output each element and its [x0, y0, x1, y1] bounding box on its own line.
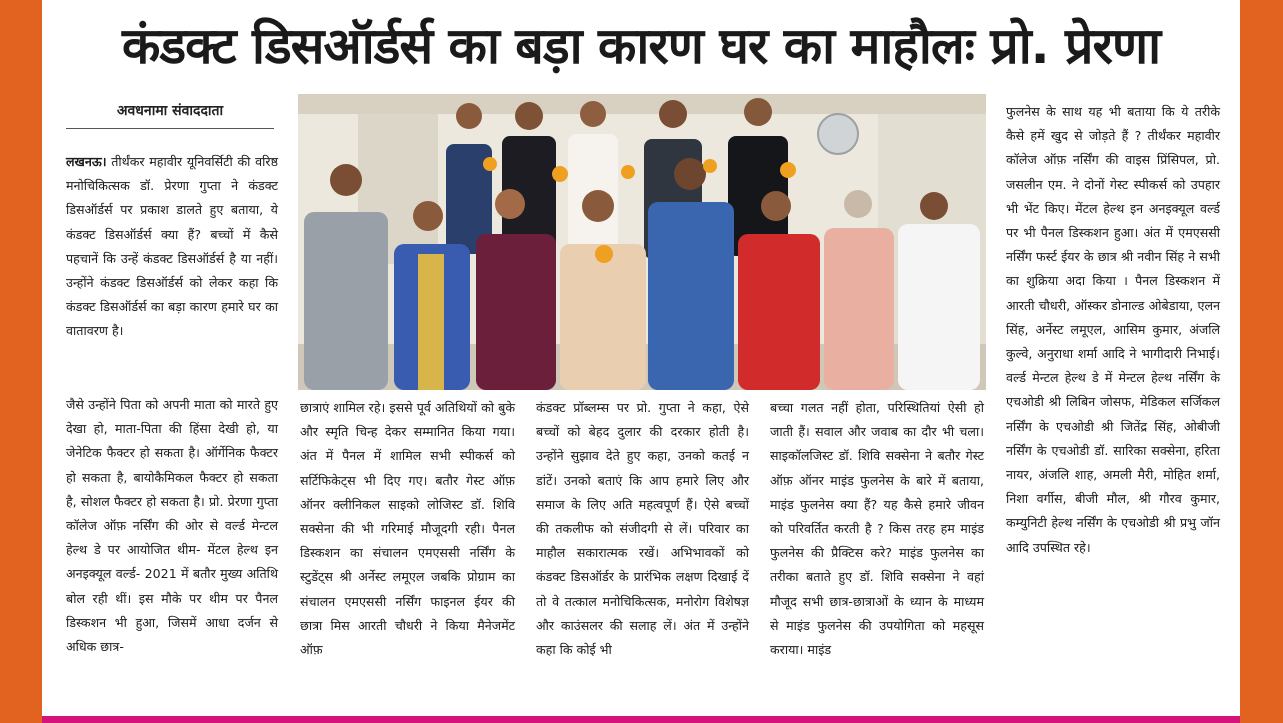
paragraph: छात्राएं शामिल रहे। इससे पूर्व अतिथियों को बुके और स्मृति चिन्ह देकर सम्मानित किया गया। अंत में पैनल में शामिल सभी स्पीकर्स को सर्टिफिकेट्स भी दिए गए। बतौर गेस्ट ऑफ़ ऑनर क्लीनिकल साइको लोजिस्ट डॉ. शिवि सक्सेना की भी गरिमाई मौजूदगी रही। पैनल डिस्कशन का संचालन एमएससी नर्सिंग के स्टुडेंट्स श्री अर्नेस्ट लमूएल जबकि प्रोग्राम का संचालन एमएससी नर्सिंग फाइनल ईयर की छात्रा मिस आरती चौधरी ने किया मैनेजमेंट ऑफ़	[300, 400, 515, 658]
column-1-top	[66, 150, 278, 344]
lead-text: तीर्थंकर महावीर यूनिवर्सिटी की वरिष्ठ मनोचिकित्सक डॉ. प्रेरणा गुप्ता ने कंडक्ट डिसऑर्डर्स पर प्रकाश डालते हुए बताया, ये कंडक्ट डिसऑर्डर्स क्या हैं? बच्चों में कैसे पहचानें कि उन्हें कंडक्ट डिसऑर्डर्स है या नहीं। उन्होंने कंडक्ट डिसऑर्डर्स को लेकर कहा कि कंडक्ट डिसऑर्डर्स का बड़ा कारण हमारे घर का वातावरण है।	[66, 154, 278, 339]
dateline: लखनऊ।	[66, 154, 107, 169]
bottom-strip	[42, 716, 1240, 723]
group-photo	[298, 94, 986, 390]
group-photo-illustration	[298, 94, 986, 390]
paragraph: जैसे उन्होंने पिता को अपनी माता को मारते हुए देखा हो, माता-पिता की हिंसा देखी हो, या जेनेटिक फैक्टर हो सकता है। ऑर्गेनिक फैक्टर हो सकता है, बायोकैमिकल फैक्टर हो सकता है, सोशल फैक्टर हो सकता है। प्रो. प्रेरणा गुप्ता कॉलेज ऑफ़ नर्सिंग की ओर से वर्ल्ड मेन्टल हेल्थ डे पर आयोजित थीम- मेंटल हेल्थ इन अनइक्यूल वर्ल्ड- 2021 में बतौर मुख्य अतिथि बोल रही थीं। इस मौके पर थीम पर पैनल डिस्कशन भी हुआ, जिसमें आधा दर्जन से अधिक छात्र-	[66, 397, 278, 655]
column-3	[536, 396, 749, 662]
paragraph: बच्चा गलत नहीं होता, परिस्थितियां ऐसी हो जाती हैं। सवाल और जवाब का दौर भी चला। साइकॉलजिस्ट डॉ. शिवि सक्सेना ने बतौर गेस्ट ऑफ़ ऑनर माइंड फुलनेस के बारे में बताया, माइंड फुलनेस क्या हैं? यह कैसे हमारे जीवन को परिवर्तित करती है ? किस तरह हम माइंड फुलनेस की प्रैक्टिस करे? माइंड फुलनेस का तरीका बताते हुए डॉ. शिवि सक्सेना ने वहां मौजूद सभी छात्र-छात्राओं के ध्यान के माध्यम से माइंड फुलनेस की उपयोगिता को महसूस कराया। माइंड	[770, 400, 984, 658]
newspaper-page	[42, 0, 1240, 716]
lead-paragraph	[66, 150, 278, 344]
paragraph: कंडक्ट प्रॉब्लम्स पर प्रो. गुप्ता ने कहा, ऐसे बच्चों को बेहद दुलार की दरकार होती है। उन्होंने सुझाव देते हुए कहा, उनको कतई न डांटें। उनको बताएं कि आप हमारे लिए और समाज के लिए अति महत्वपूर्ण हैं। ऐसे बच्चों की तकलीफ को संजीदगी से लें। परिवार का माहौल सकारात्मक रखें। अभिभावकों को कंडक्ट डिसऑर्डर के प्रारंभिक लक्षण दिखाई दें तो वे तत्काल मनोचिकित्सक, मनोरोग विशेषज्ञ और काउंसलर की सलाह लें। अंत में उन्होंने कहा कि कोई भी	[536, 400, 749, 658]
column-2	[300, 396, 515, 662]
wall-fan-icon	[818, 114, 858, 154]
column-4	[770, 396, 984, 662]
column-1-bottom	[66, 393, 278, 659]
paragraph: फुलनेस के साथ यह भी बताया कि ये तरीके कैसे हमें खुद से जोड़ते हैं ? तीर्थंकर महावीर कॉलेज ऑफ़ नर्सिंग की वाइस प्रिंसिपल, प्रो. जसलीन एम. ने दोनों गेस्ट स्पीकर्स को उपहार भी भेंट किए। मेंटल हेल्थ इन अनइक्यूल वर्ल्ड पर भी पैनल डिस्कशन हुआ। अंत में एमएससी नर्सिंग फर्स्ट ईयर के छात्र श्री नवीन सिंह ने सभी का शुक्रिया अदा किया । पैनल डिस्कशन में आरती चौधरी, ऑस्कर डोनाल्ड ओबेडाया, एलन सिंह, अर्नेस्ट लमूएल, आसिम कुमार, अंजलि कुल्वे, अनुराधा शर्मा आदि ने भागीदारी निभाई। वर्ल्ड मेन्टल हेल्थ डे में मेन्टल हेल्थ नर्सिंग के एचओडी श्री लिबिन जोसफ, मेडिकल सर्जिकल नर्सिंग के एचओडी श्री जितेंद्र सिंह, ओबीजी नर्सिंग के एचओडी डॉ. सारिका सक्सेना, हरिता नायर, अंजलि शाह, अमली मैरी, मोहित शर्मा, निशा वर्गीस, बीजी मौल, श्री गौरव कुमार, कम्युनिटी हेल्थ नर्सिंग के एचओडी श्री प्रभु जॉन आदि उपस्थित रहे।	[1006, 104, 1220, 555]
column-5	[1006, 100, 1220, 560]
byline: अवधनामा संवाददाता	[66, 101, 274, 129]
headline: कंडक्ट डिसऑर्डर्स का बड़ा कारण घर का माहौलः प्रो. प्रेरणा	[121, 17, 1161, 75]
